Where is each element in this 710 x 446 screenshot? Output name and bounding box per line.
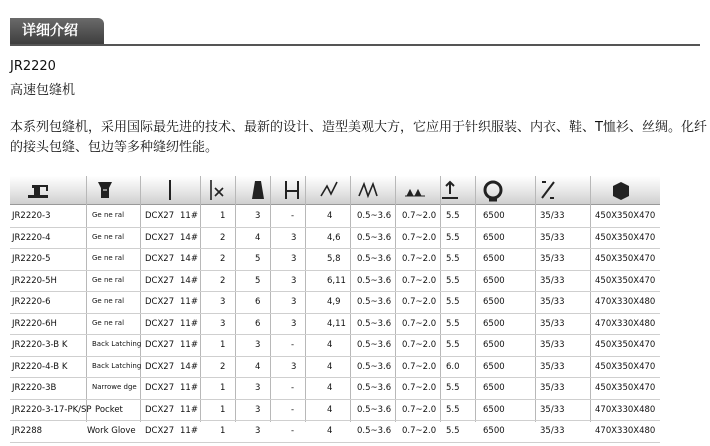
presser-foot-icon	[93, 178, 117, 202]
table-row: JR2288 Work Glove DCX27 11# 1 3 - 4 0.5~3.6 0.7~2.0 5.5 6500 35/33 470X330X480	[10, 421, 660, 443]
table-row: JR2220-3-B K Back Latching DCX27 11# 1 3 - 4 0.5~3.6 0.7~2.0 5.5 6500 35/33 450X350X470	[10, 335, 660, 357]
spec-table-body	[10, 206, 660, 443]
tab-divider	[10, 44, 700, 46]
table-row: JR2220-3-17-PK/SP Pocket DCX27 11# 1 3 - 4 0.5~3.6 0.7~2.0 5.5 6500 35/33 470X330X480	[10, 400, 660, 422]
table-row: JR2220-6 Ge ne ral DCX27 11# 3 6 3 4,9 0.5~3.6 0.7~2.0 5.5 6500 35/33 470X330X480	[10, 292, 660, 314]
speed-icon	[481, 178, 505, 202]
table-row: JR2220-4-B K Back Latching DCX27 14# 2 4 3 4 0.5~3.6 0.7~2.0 6.0 6500 35/33 450X350X470	[10, 357, 660, 379]
table-row: JR2220-6H Ge ne ral DCX27 11# 3 6 3 4,11 0.5~3.6 0.7~2.0 5.5 6500 35/33 470X330X480	[10, 314, 660, 336]
thread-cone-icon	[246, 178, 270, 202]
product-name: 高速包缝机	[10, 83, 76, 98]
needle-icon	[158, 178, 182, 202]
table-row: JR2220-4 Ge ne ral DCX27 14# 2 4 3 4,6 0.5~3.6 0.7~2.0 5.5 6500 35/33 450X350X470	[10, 228, 660, 250]
presser-lift-icon	[438, 178, 462, 202]
table-row: JR2220-5 Ge ne ral DCX27 14# 2 5 3 5,8 0.5~3.6 0.7~2.0 5.5 6500 35/33 450X350X470	[10, 249, 660, 271]
thread-guide-icon	[280, 178, 304, 202]
needle-count-icon	[205, 178, 229, 202]
tab-detail[interactable]: 详细介绍	[10, 18, 104, 44]
stitch-width-icon	[318, 178, 342, 202]
table-row: JR2220-3B Narrowe dge DCX27 11# 1 3 - 4 0.5~3.6 0.7~2.0 5.5 6500 35/33 450X350X470	[10, 378, 660, 400]
table-row: JR2220-5H Ge ne ral DCX27 14# 2 5 3 6,11 0.5~3.6 0.7~2.0 5.5 6500 35/33 450X350X470	[10, 271, 660, 293]
section-tabbar	[10, 18, 700, 46]
overedge-width-icon	[356, 178, 380, 202]
spec-table-header	[10, 176, 660, 205]
dimension-box-icon	[609, 178, 633, 202]
table-row: JR2220-3 Ge ne ral DCX27 11# 1 3 - 4 0.5~3.6 0.7~2.0 5.5 6500 35/33 450X350X470	[10, 206, 660, 228]
weight-icon	[536, 178, 560, 202]
sewing-machine-icon	[26, 178, 50, 202]
model-title: JR2220	[10, 59, 56, 74]
product-description: 本系列包缝机，采用国际最先进的技术、最新的设计、造型美观大方，它应用于针织服装、内衣、鞋、T恤衫、丝绸。化纤的接头包缝、包边等多种缝纫性能。	[10, 120, 707, 155]
differential-feed-icon	[403, 178, 427, 202]
